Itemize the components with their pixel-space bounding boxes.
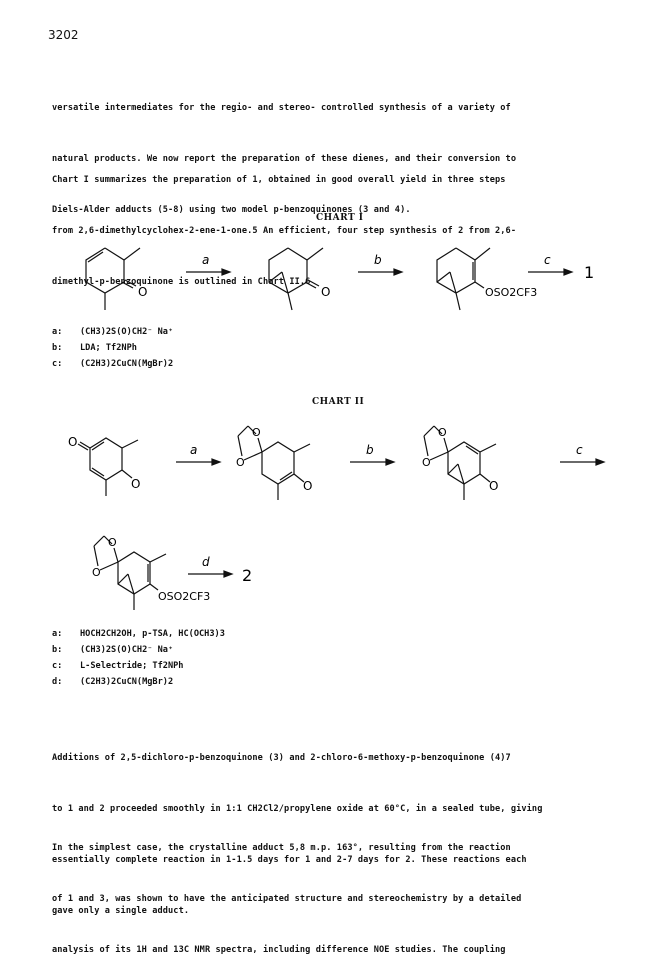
- product-label: 1: [584, 263, 595, 282]
- text-line: Chart I summarizes the preparation of 1, obtained in good overall yield in three steps: [52, 175, 506, 185]
- arrow-label-c: c: [544, 253, 551, 267]
- triflate-label: OSO2CF3: [158, 590, 211, 603]
- atom-oxygen: O: [252, 426, 261, 439]
- molecule-quinone: [78, 438, 141, 496]
- chart-1-legend: [52, 324, 173, 372]
- legend-row: b: LDA; Tf2NPh: [52, 343, 137, 353]
- arrow-label-a: a: [190, 443, 198, 457]
- arrow-label-b: b: [366, 443, 374, 457]
- atom-oxygen: O: [138, 285, 148, 299]
- legend-row: b: (CH3)2S(O)CH2⁻ Na⁺: [52, 645, 174, 655]
- text-line: dimethyl-p-benzoquinone is outlined in Chart II.6: [52, 277, 311, 287]
- legend-row: c: L-Selectride; Tf2NPh: [52, 661, 184, 671]
- text-line: natural products. We now report the preparation of these dienes, and their conversion to: [52, 154, 517, 164]
- molecule-diene-triflate: [94, 536, 166, 610]
- text-line: Diels-Alder adducts (5-8) using two model p-benzoquinones (3 and 4).: [52, 205, 411, 215]
- molecule-ketal: [238, 426, 313, 500]
- atom-oxygen: O: [303, 479, 313, 493]
- chart-2-scheme-row-2: [0, 526, 672, 616]
- text-line: In the simplest case, the crystalline adduct 5,8 m.p. 163°, resulting from the reaction: [52, 843, 511, 853]
- legend-row: a: HOCH2CH2OH, p-TSA, HC(OCH3)3: [52, 629, 225, 639]
- product-label: 2: [242, 566, 253, 585]
- text-line: essentially complete reaction in 1-1.5 days for 1 and 2-7 days for 2. These reactions each: [52, 855, 527, 865]
- atom-oxygen: O: [438, 426, 447, 439]
- paragraph-simplest-case: [52, 806, 618, 976]
- text-line: to 1 and 2 proceeded smoothly in 1:1 CH2Cl2/propylene oxide at 60°C, in a sealed tube, giving: [52, 804, 543, 814]
- text-line: gave only a single adduct.: [52, 906, 190, 916]
- molecule-ketal-bicyclic: [424, 426, 499, 500]
- atom-oxygen: O: [92, 566, 101, 579]
- legend-row: d: (C2H3)2CuCN(MgBr)2: [52, 677, 174, 687]
- atom-oxygen: O: [131, 477, 141, 491]
- arrow-label-c: c: [576, 443, 583, 457]
- chart-2-legend: [52, 626, 225, 690]
- chart-2-scheme-row-1: [0, 420, 672, 510]
- legend-row: a: (CH3)2S(O)CH2⁻ Na⁺: [52, 327, 174, 337]
- atom-oxygen: O: [236, 456, 245, 469]
- text-line: of 1 and 3, was shown to have the anticipated structure and stereochemistry by a detailed: [52, 894, 522, 904]
- atom-oxygen: O: [422, 456, 431, 469]
- arrow-label-b: b: [374, 253, 382, 267]
- atom-oxygen: O: [321, 285, 331, 299]
- chart-1-title: CHART I: [316, 213, 364, 223]
- text-line: Additions of 2,5-dichloro-p-benzoquinone (3) and 2-chloro-6-methoxy-p-benzoquinone (4)7: [52, 753, 511, 763]
- page-number: 3202: [48, 28, 79, 42]
- legend-row: c: (C2H3)2CuCN(MgBr)2: [52, 359, 174, 369]
- text-line: analysis of its 1H and 13C NMR spectra, including difference NOE studies. The coupling: [52, 945, 506, 955]
- atom-oxygen: O: [108, 536, 117, 549]
- atom-oxygen: O: [489, 479, 499, 493]
- triflate-label: OSO2CF3: [485, 286, 538, 299]
- molecule-enone: [86, 248, 140, 310]
- text-line: versatile intermediates for the regio- and stereo- controlled synthesis of a variety of: [52, 103, 511, 113]
- chart-1-scheme: [0, 230, 672, 320]
- atom-oxygen: O: [68, 435, 78, 449]
- text-line: from 2,6-dimethylcyclohex-2-ene-1-one.5 An efficient, four step synthesis of 2 from 2,6-: [52, 226, 517, 236]
- molecule-bicyclic-ketone: [269, 248, 323, 310]
- chart-2-title: CHART II: [312, 397, 365, 407]
- molecule-enol-triflate: [437, 248, 490, 310]
- arrow-label-a: a: [202, 253, 210, 267]
- arrow-label-d: d: [202, 555, 210, 569]
